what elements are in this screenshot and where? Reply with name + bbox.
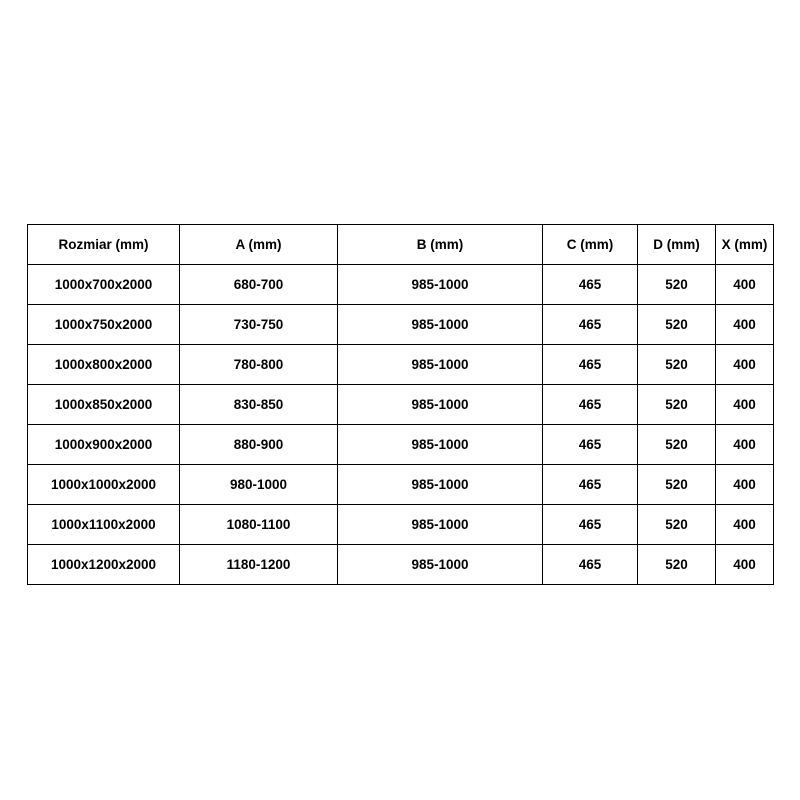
column-header-c: C (mm) — [543, 225, 638, 265]
cell-b: 985-1000 — [338, 505, 543, 545]
table-row — [28, 305, 774, 345]
cell-a: 980-1000 — [180, 465, 338, 505]
cell-x: 400 — [716, 265, 774, 305]
cell-a: 1080-1100 — [180, 505, 338, 545]
table-header-row — [28, 225, 774, 265]
column-header-d: D (mm) — [638, 225, 716, 265]
cell-b: 985-1000 — [338, 545, 543, 585]
spec-table-container — [27, 224, 773, 585]
cell-a: 1180-1200 — [180, 545, 338, 585]
cell-a: 680-700 — [180, 265, 338, 305]
column-header-x: X (mm) — [716, 225, 774, 265]
cell-c: 465 — [543, 385, 638, 425]
cell-rozmiar: 1000x1200x2000 — [28, 545, 180, 585]
cell-a: 730-750 — [180, 305, 338, 345]
cell-d: 520 — [638, 505, 716, 545]
cell-d: 520 — [638, 305, 716, 345]
cell-rozmiar: 1000x900x2000 — [28, 425, 180, 465]
cell-rozmiar: 1000x1000x2000 — [28, 465, 180, 505]
cell-b: 985-1000 — [338, 265, 543, 305]
cell-rozmiar: 1000x750x2000 — [28, 305, 180, 345]
cell-c: 465 — [543, 505, 638, 545]
cell-b: 985-1000 — [338, 385, 543, 425]
dimensions-table — [27, 224, 774, 585]
cell-c: 465 — [543, 305, 638, 345]
table-row — [28, 465, 774, 505]
cell-x: 400 — [716, 425, 774, 465]
cell-x: 400 — [716, 465, 774, 505]
cell-x: 400 — [716, 545, 774, 585]
cell-d: 520 — [638, 345, 716, 385]
cell-b: 985-1000 — [338, 345, 543, 385]
cell-d: 520 — [638, 385, 716, 425]
table-row — [28, 545, 774, 585]
cell-x: 400 — [716, 305, 774, 345]
cell-d: 520 — [638, 465, 716, 505]
cell-c: 465 — [543, 425, 638, 465]
cell-b: 985-1000 — [338, 305, 543, 345]
cell-x: 400 — [716, 385, 774, 425]
cell-rozmiar: 1000x850x2000 — [28, 385, 180, 425]
table-row — [28, 345, 774, 385]
cell-c: 465 — [543, 465, 638, 505]
table-row — [28, 425, 774, 465]
cell-d: 520 — [638, 425, 716, 465]
cell-x: 400 — [716, 345, 774, 385]
table-row — [28, 265, 774, 305]
cell-c: 465 — [543, 345, 638, 385]
column-header-b: B (mm) — [338, 225, 543, 265]
cell-b: 985-1000 — [338, 465, 543, 505]
cell-b: 985-1000 — [338, 425, 543, 465]
column-header-a: A (mm) — [180, 225, 338, 265]
table-row — [28, 385, 774, 425]
cell-d: 520 — [638, 265, 716, 305]
cell-a: 880-900 — [180, 425, 338, 465]
cell-a: 830-850 — [180, 385, 338, 425]
cell-rozmiar: 1000x700x2000 — [28, 265, 180, 305]
cell-rozmiar: 1000x1100x2000 — [28, 505, 180, 545]
cell-a: 780-800 — [180, 345, 338, 385]
cell-rozmiar: 1000x800x2000 — [28, 345, 180, 385]
cell-c: 465 — [543, 265, 638, 305]
table-row — [28, 505, 774, 545]
cell-c: 465 — [543, 545, 638, 585]
cell-d: 520 — [638, 545, 716, 585]
cell-x: 400 — [716, 505, 774, 545]
column-header-rozmiar: Rozmiar (mm) — [28, 225, 180, 265]
